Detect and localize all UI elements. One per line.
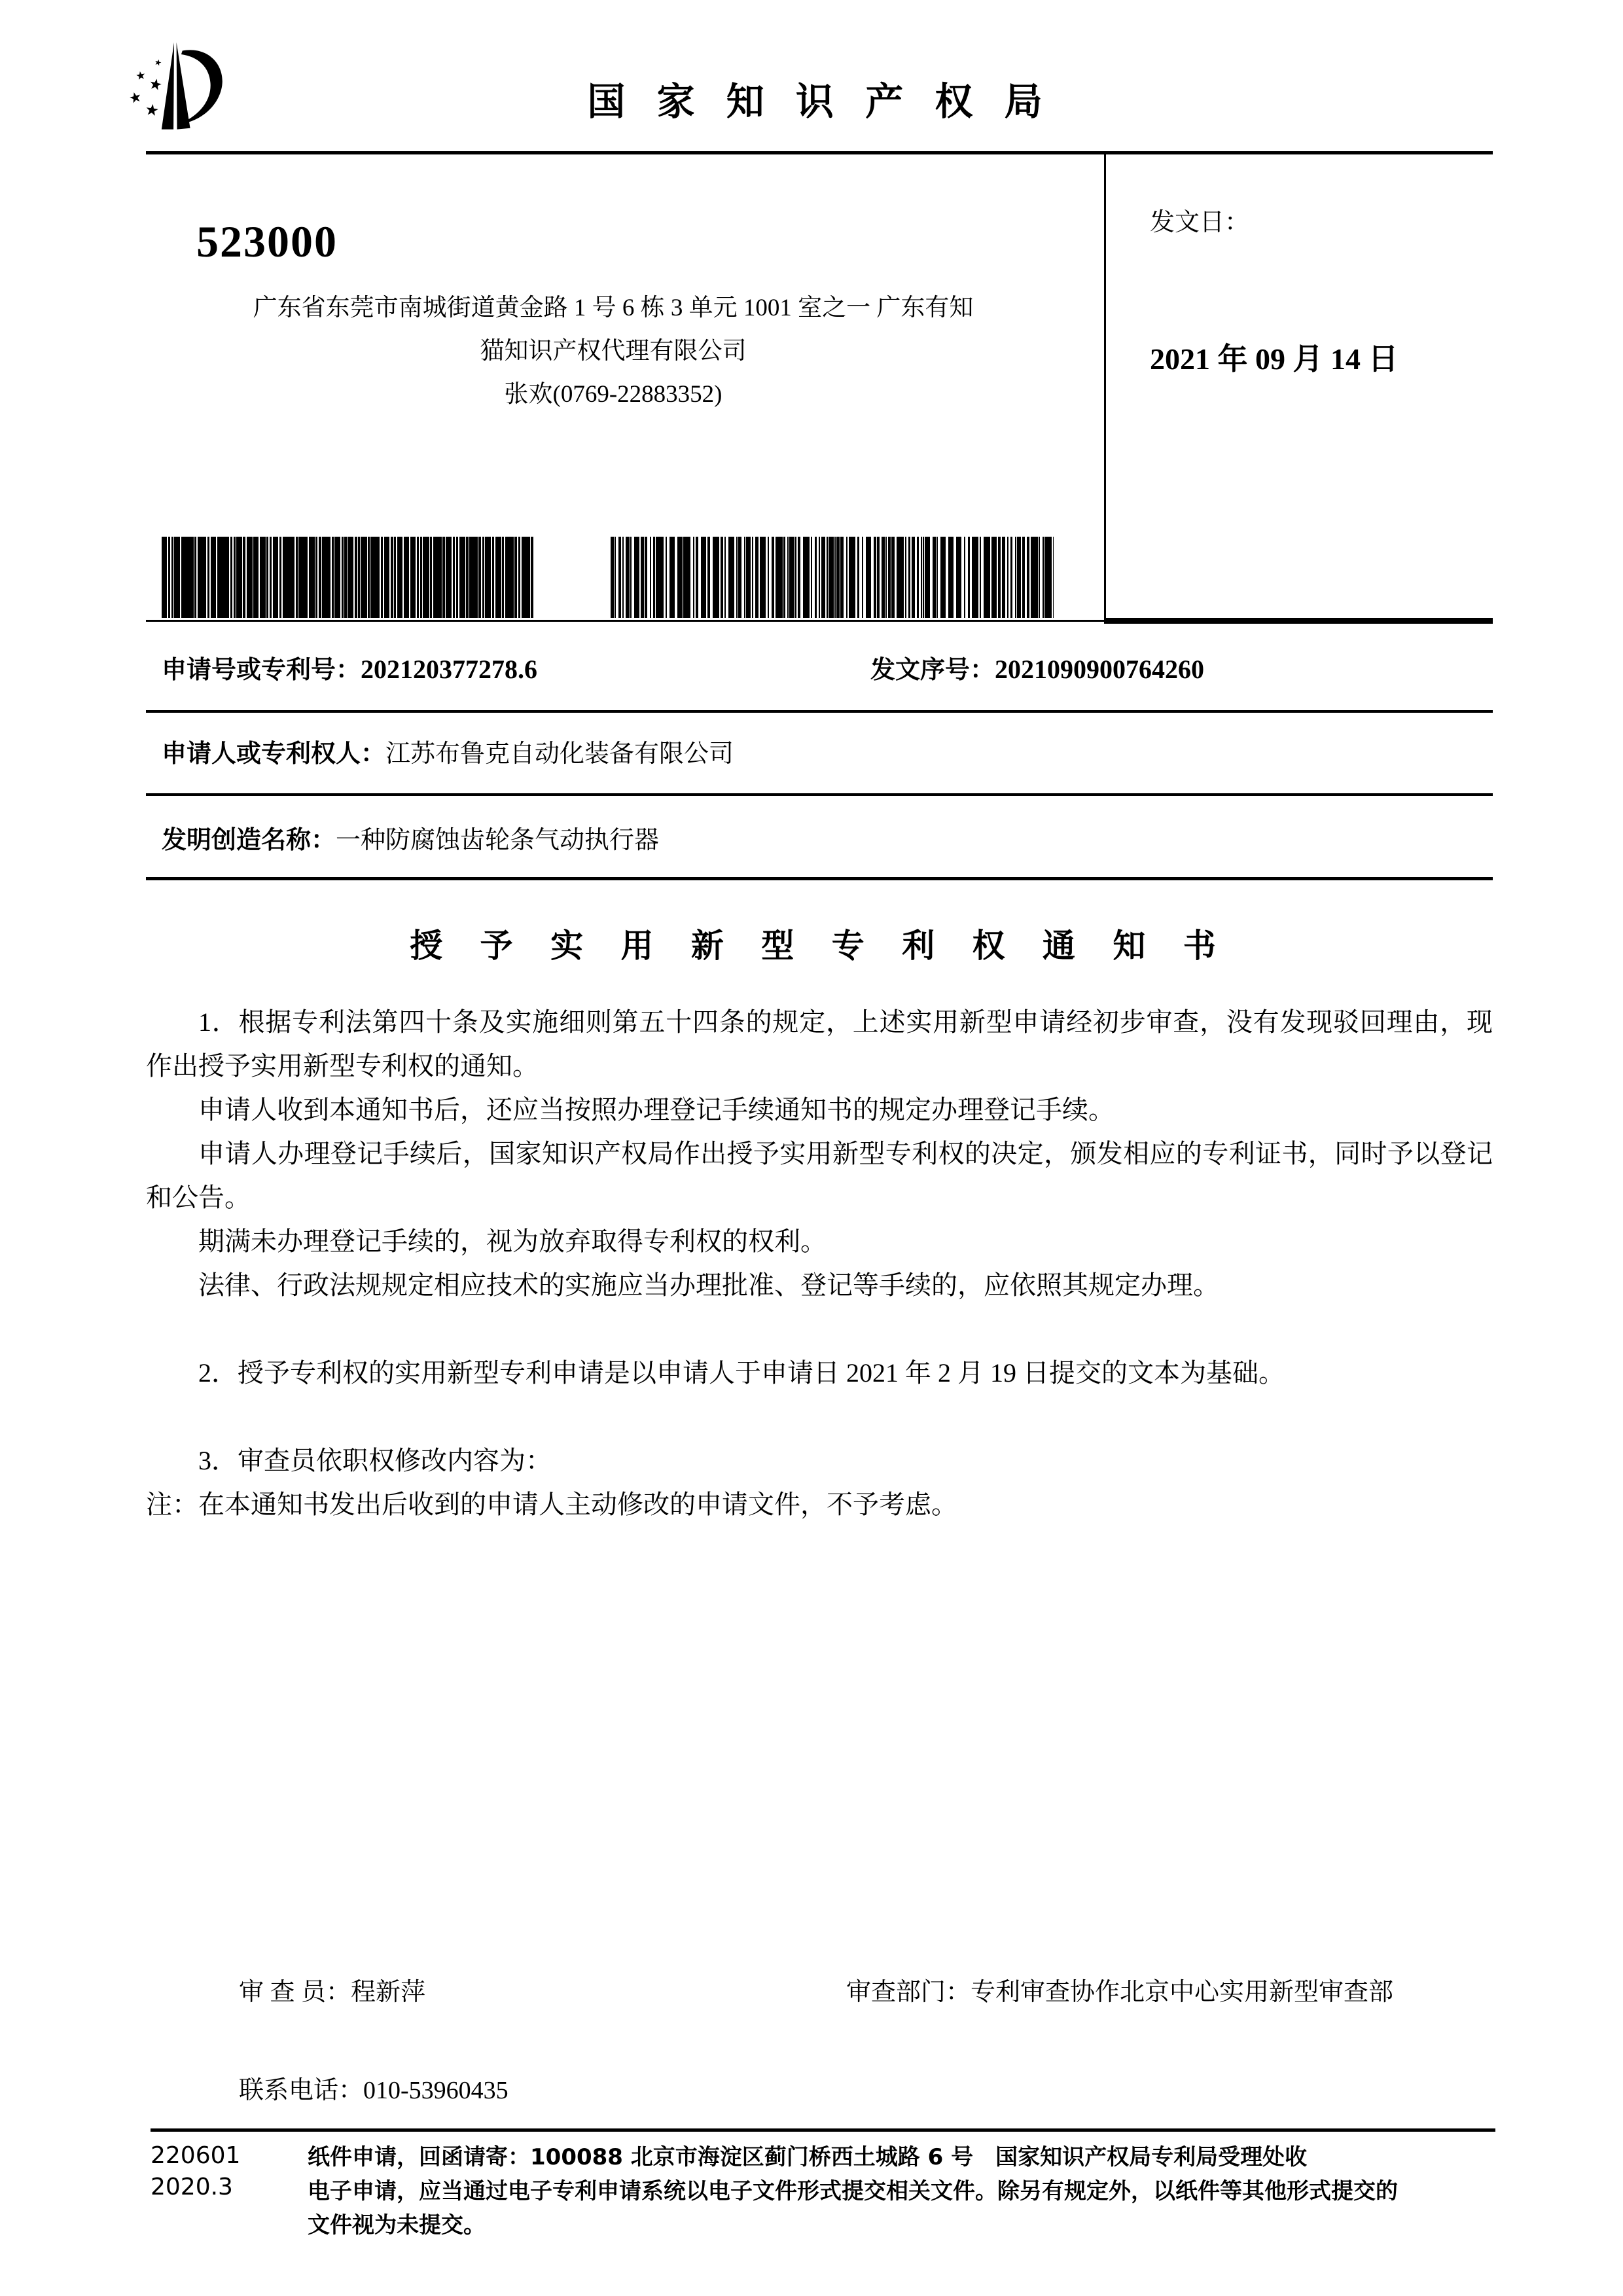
department-field bbox=[846, 1971, 1393, 2007]
invention-title-label: 发明创造名称： bbox=[162, 825, 336, 854]
footer-instructions bbox=[308, 2140, 1495, 2242]
recipient-address-line2: 猫知识产权代理有限公司 bbox=[480, 338, 747, 365]
agency-title: 国 家 知 识 产 权 局 bbox=[587, 79, 1052, 124]
footer-line: 文件视为未提交。 bbox=[308, 2212, 486, 2238]
barcode-serial-number bbox=[611, 537, 1054, 618]
row-rule-1 bbox=[146, 710, 1493, 713]
notice-body bbox=[146, 1000, 1493, 1526]
application-number-value: 202120377278.6 bbox=[361, 655, 538, 684]
footer-form-code: 220601 bbox=[151, 2142, 241, 2169]
contact-phone-value: 010-53960435 bbox=[363, 2077, 508, 2104]
section-rule-left bbox=[146, 620, 1104, 622]
recipient-postcode: 523000 bbox=[196, 217, 338, 266]
invention-title-value: 一种防腐蚀齿轮条气动执行器 bbox=[336, 827, 660, 854]
row-rule-3 bbox=[146, 877, 1493, 880]
examiner-field bbox=[239, 1971, 425, 2007]
notice-paragraph: 期满未办理登记手续的，视为放弃取得专利权的权利。 bbox=[198, 1227, 827, 1256]
applicant-field bbox=[162, 733, 734, 769]
dispatch-date-value: 2021 年 09 月 14 日 bbox=[1150, 342, 1399, 376]
notice-paragraph: 法律、行政法规规定相应技术的实施应当办理批准、登记等手续的，应依照其规定办理。 bbox=[198, 1270, 1219, 1300]
invention-title-field bbox=[162, 819, 659, 855]
footer-line: 纸件申请，回函请寄：100088 北京市海淀区蓟门桥西土城路 6 号 国家知识产权局专利局受理处收 bbox=[308, 2144, 1308, 2170]
notice-paragraph: 1．根据专利法第四十条及实施细则第五十四条的规定，上述实用新型申请经初步审查，没有发现驳回理由，现作出授予实用新型专利权的通知。 bbox=[146, 1007, 1493, 1081]
application-number-field bbox=[162, 649, 537, 685]
notice-paragraph: 3．审查员依职权修改内容为： bbox=[198, 1446, 552, 1475]
department-label: 审查部门： bbox=[846, 1979, 971, 2006]
dispatch-date-label: 发文日： bbox=[1150, 209, 1250, 236]
serial-number-label: 发文序号： bbox=[870, 655, 995, 684]
footer-form-version: 2020.3 bbox=[151, 2174, 233, 2200]
notice-paragraph: 2．授予专利权的实用新型专利申请是以申请人于申请日 2021 年 2 月 19 日提交的文本为基础。 bbox=[198, 1358, 1285, 1388]
recipient-address-line3: 张欢(0769-22883352) bbox=[504, 381, 722, 408]
serial-number-field bbox=[870, 649, 1204, 685]
recipient-address-line1: 广东省东莞市南城街道黄金路 1 号 6 栋 3 单元 1001 室之一 广东有知 bbox=[253, 295, 974, 321]
applicant-value: 江苏布鲁克自动化装备有限公司 bbox=[385, 740, 734, 768]
date-box-divider bbox=[1104, 151, 1106, 620]
department-name: 专利审查协作北京中心实用新型审查部 bbox=[971, 1979, 1394, 2006]
contact-phone-field bbox=[239, 2070, 508, 2106]
contact-phone-label: 联系电话： bbox=[239, 2077, 364, 2104]
row-rule-2 bbox=[146, 793, 1493, 796]
footer-rule bbox=[151, 2128, 1495, 2132]
notice-paragraph: 申请人办理登记手续后，国家知识产权局作出授予实用新型专利权的决定，颁发相应的专利证书，同时予以登记和公告。 bbox=[146, 1139, 1493, 1212]
header-rule bbox=[146, 151, 1493, 154]
serial-number-value: 2021090900764260 bbox=[995, 655, 1205, 684]
notice-paragraph: 注：在本通知书发出后收到的申请人主动修改的申请文件，不予考虑。 bbox=[146, 1490, 957, 1519]
recipient-address bbox=[162, 287, 1065, 416]
examiner-name: 程新萍 bbox=[351, 1979, 426, 2006]
footer-line: 电子申请，应当通过电子专利申请系统以电子文件形式提交相关文件。除另有规定外，以纸件等其他形式提交的 bbox=[308, 2178, 1398, 2204]
notice-paragraph: 申请人收到本通知书后，还应当按照办理登记手续通知书的规定办理登记手续。 bbox=[198, 1095, 1115, 1124]
application-number-label: 申请号或专利号： bbox=[162, 655, 361, 684]
footer-form-codes bbox=[151, 2140, 240, 2203]
examiner-label: 审 查 员： bbox=[239, 1979, 351, 2006]
notice-title: 授 予 实 用 新 型 专 利 权 通 知 书 bbox=[410, 927, 1229, 965]
date-box-bottom-rule bbox=[1104, 618, 1493, 624]
barcode-application-number bbox=[162, 537, 535, 618]
applicant-label: 申请人或专利权人： bbox=[162, 739, 386, 768]
